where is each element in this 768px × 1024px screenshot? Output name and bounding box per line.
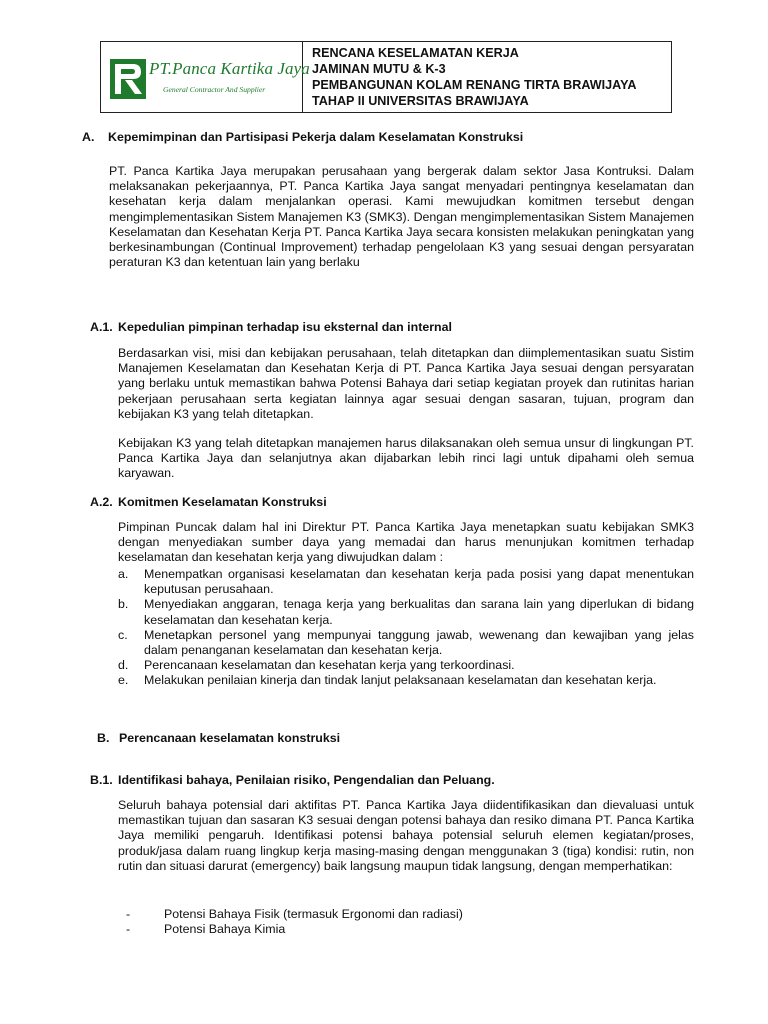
section-b1-title: Identifikasi bahaya, Penilaian risiko, Pengendalian dan Peluang. — [118, 773, 495, 787]
document-header — [100, 41, 672, 113]
company-name: PT.Panca Kartika Jaya — [149, 59, 310, 78]
list-item-text: Potensi Bahaya Fisik (termasuk Ergonomi dan radiasi) — [164, 907, 463, 921]
list-item-text: Menempatkan organisasi keselamatan dan kesehatan kerja pada posisi yang dapat menentukan keputusan perusahaan. — [144, 567, 694, 597]
section-b1-list — [126, 907, 684, 937]
section-a1-paragraph-2: Kebijakan K3 yang telah ditetapkan manajemen harus dilaksanakan oleh semua unsur di lingkungan PT. Panca Kartika Jaya dan selanjutnya akan dijabarkan lebih rinci lagi untuk dipahami oleh semua karyawan. — [118, 436, 694, 481]
section-b-title: Perencanaan keselamatan konstruksi — [119, 731, 341, 745]
list-item-marker: e. — [118, 673, 129, 688]
title-line-1: RENCANA KESELAMATAN KERJA — [312, 46, 519, 60]
section-a2-heading — [90, 495, 327, 510]
company-logo-icon — [109, 58, 147, 100]
list-item — [118, 627, 694, 658]
list-item-marker: b. — [118, 597, 129, 612]
list-item — [118, 673, 694, 688]
list-item — [118, 597, 694, 627]
title-line-4: TAHAP II UNIVERSITAS BRAWIJAYA — [312, 94, 529, 108]
title-line-3: PEMBANGUNAN KOLAM RENANG TIRTA BRAWIJAYA — [312, 78, 637, 92]
list-item-text: Menetapkan personel yang mempunyai tanggung jawab, wewenang dan kewajiban yang jelas dalam penanganan keselamatan dan kesehatan kerja. — [144, 627, 694, 658]
list-item — [126, 907, 684, 922]
section-a2-paragraph: Pimpinan Puncak dalam hal ini Direktur PT. Panca Kartika Jaya menetapkan suatu kebijakan SMK3 dengan menyediakan sumber daya yang memadai dan harus menunjukan komitmen terhadap keselamatan dan kesehatan kerja yang diwujudkan dalam : — [118, 520, 694, 565]
list-item-marker: a. — [118, 567, 129, 581]
list-item-marker: c. — [118, 627, 128, 642]
list-item-marker: - — [126, 922, 131, 937]
list-item-text: Menyediakan anggaran, tenaga kerja yang berkualitas dan sarana lain yang diperlukan di bidang keselamatan dan kesehatan kerja. — [144, 597, 694, 627]
section-b1-heading — [90, 773, 495, 788]
section-a-heading — [82, 130, 523, 145]
section-a1-heading — [90, 320, 452, 335]
section-a2-number: A.2. — [90, 495, 113, 509]
section-a-number: A. — [82, 130, 95, 144]
section-a-paragraph: PT. Panca Kartika Jaya merupakan perusahaan yang bergerak dalam sektor Jasa Kontruksi. Dalam melaksanakan pekerjaannya, PT. Panca Kartika Jaya sangat menyadari pentingnya keselamatan dan kesehatan kerja dalam menjalankan operasi. Kami mewujudkan komitmen tersebut dengan mengimplementasikan Sistem Manajemen K3 (SMK3). Dengan mengimplementasikan Sistem Manajemen Keselamatan dan Kesehatan Kerja PT. Panca Kartika Jaya secara konsisten melakukan peningkatan yang berkesinambungan (Continual Improvement) terhadap pengelolaan K3 yang sesuai dengan persyaratan peraturan K3 dan ketentuan lain yang berlaku — [109, 164, 694, 270]
company-logo — [101, 42, 310, 112]
section-a-title: Kepemimpinan dan Partisipasi Pekerja dalam Keselamatan Konstruksi — [108, 130, 524, 144]
title-line-2: JAMINAN MUTU & K-3 — [312, 62, 446, 76]
list-item — [118, 567, 694, 597]
company-tagline: General Contractor And Supplier — [163, 85, 266, 94]
section-b-heading — [97, 731, 340, 746]
section-a2-title: Komitmen Keselamatan Konstruksi — [118, 495, 327, 509]
list-item-marker: d. — [118, 658, 129, 673]
section-b-number: B. — [97, 731, 110, 745]
section-a1-title: Kepedulian pimpinan terhadap isu eksternal dan internal — [118, 320, 452, 334]
section-b1-number: B.1. — [90, 773, 113, 787]
list-item — [126, 922, 684, 937]
list-item-marker: - — [126, 907, 131, 921]
section-a1-paragraph-1: Berdasarkan visi, misi dan kebijakan perusahaan, telah ditetapkan dan diimplementasikan suatu Sistim Manajemen Keselamatan dan Kesehatan Kerja di PT. Panca Kartika Jaya sesuai dengan persyaratan yang berlaku untuk memastikan bahwa Potensi Bahaya dari setiap kegiatan proyek dan rutinitas harian pekerjaan perusahaan serta kegiatan lainnya agar sesuai dengan sasaran, tujuan, program dan kebijakan K3 yang telah ditetapkan. — [118, 346, 694, 421]
section-a2-list — [118, 567, 694, 689]
section-b1-paragraph: Seluruh bahaya potensial dari aktifitas PT. Panca Kartika Jaya diidentifikasikan dan dievaluasi untuk memastikan tujuan dan sasaran K3 sesuai dengan potensi bahaya dan resiko dimana PT. Panca Kartika Jaya memiliki pengaruh. Identifikasi potensi bahaya potensial seluruh elemen kegiatan/proses, produk/jasa dalam ruang lingkup kerja masing-masing dengan menggunakan 3 (tiga) kondisi: rutin, non rutin dan situasi darurat (emergency) baik langsung maupun tidak langsung, dengan memperhatikan: — [118, 798, 694, 873]
section-a1-number: A.1. — [90, 320, 113, 334]
list-item — [118, 658, 694, 673]
document-title-block — [303, 42, 671, 112]
list-item-text: Potensi Bahaya Kimia — [164, 922, 286, 937]
list-item-text: Melakukan penilaian kinerja dan tindak lanjut pelaksanaan keselamatan dan kesehatan kerja. — [144, 673, 657, 688]
list-item-text: Perencanaan keselamatan dan kesehatan kerja yang terkoordinasi. — [144, 658, 515, 673]
